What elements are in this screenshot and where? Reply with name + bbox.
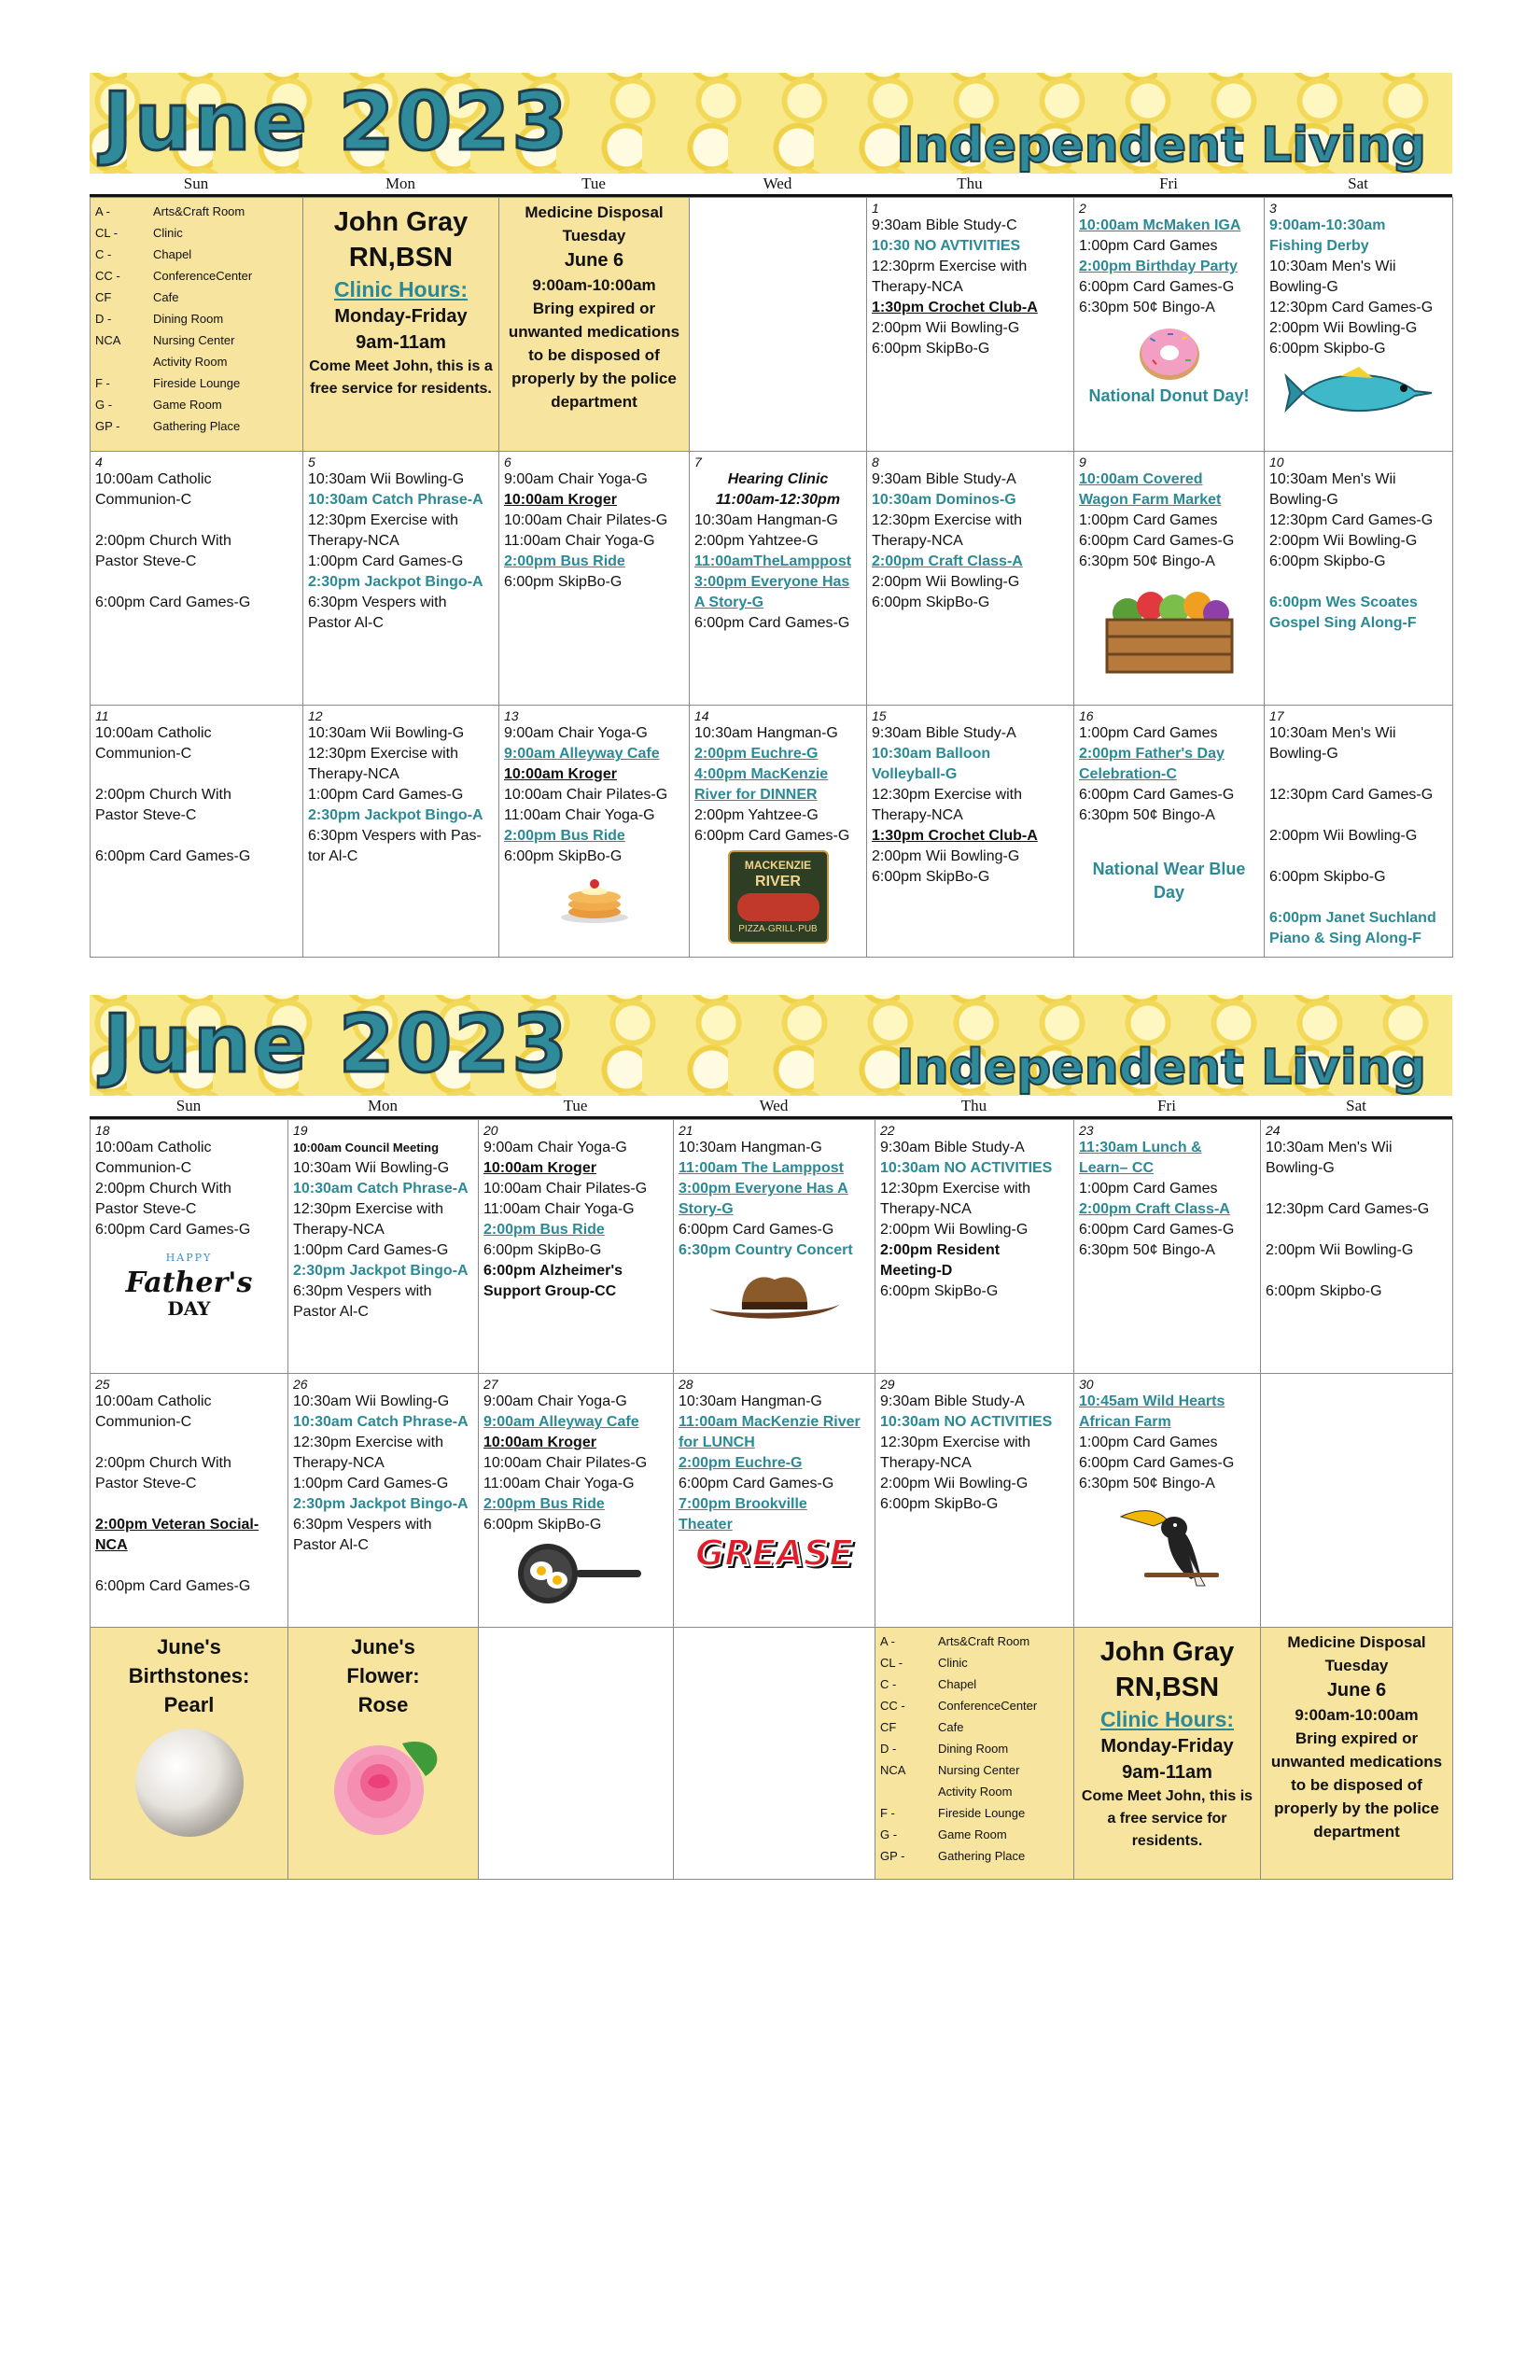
calendar-bottom	[90, 995, 1452, 1880]
day-cell-5: 5 10:30am Wii Bowling-G 10:30am Catch Phrase-A 12:30pm Exercise with Therapy-NCA 1:00pm Card Games-G 2:30pm Jackpot Bingo-A 6:30pm Vespers with Pastor Al-C	[303, 452, 499, 706]
weekday-header-2	[90, 1096, 1452, 1119]
pancake-icon	[557, 873, 632, 925]
day-wed: Wed	[763, 175, 792, 192]
day-mon-2: Mon	[367, 1097, 399, 1114]
rose-icon	[314, 1725, 454, 1841]
day-sat-2: Sat	[1346, 1097, 1366, 1114]
fish-icon	[1284, 365, 1434, 421]
day-fri: Fri	[1159, 175, 1178, 192]
day-cell-24: 24 10:30am Men's Wii Bowling-G 12:30pm Card Games-G 2:00pm Wii Bowling-G 6:00pm Skipbo-G	[1261, 1120, 1453, 1374]
day-cell-26: 26 10:30am Wii Bowling-G 10:30am Catch Phrase-A 12:30pm Exercise with Therapy-NCA 1:00pm Card Games-G 2:30pm Jackpot Bingo-A 6:30pm Vespers with Pastor Al-C	[288, 1374, 479, 1628]
day-cell-3: 3 9:00am-10:30am Fishing Derby 10:30am Men's Wii Bowling-G 12:30pm Card Games-G 2:00pm Wii Bowling-G 6:00pm Skipbo-G	[1265, 198, 1453, 452]
day-cell-28: 28 10:30am Hangman-G 11:00am MacKenzie River for LUNCH 2:00pm Euchre-G 6:00pm Card Games-G 7:00pm Brookville Theater GREASE	[674, 1374, 875, 1628]
day-cell-13: 13 9:00am Chair Yoga-G 9:00am Alleyway Cafe 10:00am Kroger 10:00am Chair Pilates-G 11:00am Chair Yoga-G 2:00pm Bus Ride 6:00pm SkipBo-G	[499, 706, 690, 958]
weekday-header	[90, 174, 1452, 197]
pearl-icon	[132, 1725, 247, 1841]
banner-subtitle-2: Independent Living	[896, 1040, 1426, 1096]
national-wear-blue-day: National Wear Blue Day	[1092, 860, 1246, 902]
day-cell-30: 30 10:45am Wild Hearts African Farm 1:00pm Card Games 6:00pm Card Games-G 6:30pm 50¢ Bingo-A	[1074, 1374, 1261, 1628]
banner-bottom	[90, 995, 1452, 1096]
day-cell-9: 9 10:00am Covered Wagon Farm Market 1:00pm Card Games 6:00pm Card Games-G 6:30pm 50¢ Bingo-A	[1074, 452, 1265, 706]
flower-cell: June's Flower: Rose	[288, 1628, 479, 1880]
day-cell-4: 4 10:00am Catholic Communion-C 2:00pm Church With Pastor Steve-C 6:00pm Card Games-G	[91, 452, 303, 706]
hornbill-bird-icon	[1116, 1500, 1219, 1589]
day-thu-2: Thu	[960, 1097, 987, 1114]
day-cell-29: 29 9:30am Bible Study-A 10:30am NO ACTIVITIES 12:30pm Exercise with Therapy-NCA 2:00pm Wii Bowling-G 6:00pm SkipBo-G	[875, 1374, 1074, 1628]
day-cell-8: 8 9:30am Bible Study-A 10:30am Dominos-G 12:30pm Exercise with Therapy-NCA 2:00pm Craft Class-A 2:00pm Wii Bowling-G 6:00pm SkipBo-G	[867, 452, 1074, 706]
donut-icon	[1137, 324, 1202, 382]
calendar-grid-top	[90, 197, 1453, 958]
day-fri-2: Fri	[1157, 1097, 1176, 1114]
day-cell-10: 10 10:30am Men's Wii Bowling-G 12:30pm Card Games-G 2:00pm Wii Bowling-G 6:00pm Skipbo-G 6:00pm Wes Scoates Gospel Sing Along-F	[1265, 452, 1453, 706]
banner-top	[90, 73, 1452, 174]
cowboy-hat-icon	[705, 1267, 845, 1332]
day-tue: Tue	[581, 175, 606, 192]
calendar-grid-bottom	[90, 1119, 1453, 1880]
day-cell-7: 7 Hearing Clinic 11:00am-12:30pm 10:30am Hangman-G 2:00pm Yahtzee-G 11:00amTheLamppost 3:00pm Everyone Has A Story-G 6:00pm Card Games-G	[690, 452, 867, 706]
national-donut-day: National Donut Day!	[1088, 386, 1250, 405]
vegetable-crate-icon	[1099, 578, 1239, 676]
day-cell-27: 27 9:00am Chair Yoga-G 9:00am Alleyway Cafe 10:00am Kroger 10:00am Chair Pilates-G 11:00am Chair Yoga-G 2:00pm Bus Ride 6:00pm SkipBo-G	[479, 1374, 674, 1628]
birthstone-cell: June's Birthstones: Pearl	[91, 1628, 288, 1880]
frying-pan-icon	[506, 1541, 646, 1606]
day-cell-11: 11 10:00am Catholic Communion-C 2:00pm Church With Pastor Steve-C 6:00pm Card Games-G	[91, 706, 303, 958]
day-cell-14: 14 10:30am Hangman-G 2:00pm Euchre-G 4:00pm MacKenzie River for DINNER 2:00pm Yahtzee-G 6:00pm Card Games-G MACKENZIE RIVER PIZZA·GRILL·PUB	[690, 706, 867, 958]
day-sun-2: Sun	[175, 1097, 202, 1114]
day-cell-12: 12 10:30am Wii Bowling-G 12:30pm Exercise with Therapy-NCA 1:00pm Card Games-G 2:30pm Jackpot Bingo-A 6:30pm Vespers with Pas- tor Al-C	[303, 706, 499, 958]
clinic-cell-2: John Gray RN,BSN Clinic Hours: Monday-Friday 9am-11am Come Meet John, this is a free service for residents.	[1074, 1628, 1261, 1880]
day-cell-15: 15 9:30am Bible Study-A 10:30am Balloon Volleyball-G 12:30pm Exercise with Therapy-NCA 1:30pm Crochet Club-A 2:00pm Wii Bowling-G 6:00pm SkipBo-G	[867, 706, 1074, 958]
day-cell-23: 23 11:30am Lunch & Learn– CC 1:00pm Card Games 2:00pm Craft Class-A 6:00pm Card Games-G 6:30pm 50¢ Bingo-A	[1074, 1120, 1261, 1374]
day-sat: Sat	[1348, 175, 1368, 192]
clinic-cell: John Gray RN,BSN Clinic Hours: Monday-Friday 9am-11am Come Meet John, this is a free service for residents.	[303, 198, 499, 452]
calendar-top	[90, 73, 1452, 958]
day-cell-16: 16 1:00pm Card Games 2:00pm Father's Day Celebration-C 6:00pm Card Games-G 6:30pm 50¢ Bingo-A National Wear Blue Day	[1074, 706, 1265, 958]
day-cell-6: 6 9:00am Chair Yoga-G 10:00am Kroger 10:00am Chair Pilates-G 11:00am Chair Yoga-G 2:00pm Bus Ride 6:00pm SkipBo-G	[499, 452, 690, 706]
day-thu: Thu	[957, 175, 983, 192]
mackenzie-river-logo: MACKENZIE RIVER PIZZA·GRILL·PUB	[728, 850, 829, 944]
empty-cell	[690, 198, 867, 452]
empty-cell-3	[479, 1628, 674, 1880]
day-tue-2: Tue	[563, 1097, 588, 1114]
day-cell-19: 19 10:00am Council Meeting 10:30am Wii Bowling-G 10:30am Catch Phrase-A 12:30pm Exercise with Therapy-NCA 1:00pm Card Games-G 2:30pm Jackpot Bingo-A 6:30pm Vespers with Pastor Al-C	[288, 1120, 479, 1374]
day-cell-20: 20 9:00am Chair Yoga-G 10:00am Kroger 10:00am Chair Pilates-G 11:00am Chair Yoga-G 2:00pm Bus Ride 6:00pm SkipBo-G 6:00pm Alzheimer's Support Group-CC	[479, 1120, 674, 1374]
fathers-day-art: HAPPY Father's DAY	[125, 1252, 253, 1320]
day-cell-22: 22 9:30am Bible Study-A 10:30am NO ACTIVITIES 12:30pm Exercise with Therapy-NCA 2:00pm Wii Bowling-G 2:00pm Resident Meeting-D 6:00pm SkipBo-G	[875, 1120, 1074, 1374]
day-cell-17: 17 10:30am Men's Wii Bowling-G 12:30pm Card Games-G 2:00pm Wii Bowling-G 6:00pm Skipbo-G 6:00pm Janet Suchland Piano & Sing Along-F	[1265, 706, 1453, 958]
day-cell-25: 25 10:00am Catholic Communion-C 2:00pm Church With Pastor Steve-C 2:00pm Veteran Social- NCA 6:00pm Card Games-G	[91, 1374, 288, 1628]
day-wed-2: Wed	[759, 1097, 789, 1114]
day-cell-21: 21 10:30am Hangman-G 11:00am The Lamppost 3:00pm Everyone Has A Story-G 6:00pm Card Games-G 6:30pm Country Concert	[674, 1120, 875, 1374]
day-sun: Sun	[183, 175, 209, 192]
legend-cell: A - Arts&Craft Room CL - Clinic C - Chapel CC - ConferenceCenter CF Cafe D - Dining Room NCA Nursing Center Activity Room F - Fireside Lounge G - Game Room GP - Gathering Place	[91, 198, 303, 452]
medicine-cell: Medicine Disposal Tuesday June 6 9:00am-10:00am Bring expired or unwanted medications to be disposed of properly by the police department	[499, 198, 690, 452]
banner-title: June 2023	[103, 76, 570, 169]
day-mon: Mon	[385, 175, 416, 192]
banner-title-2: June 2023	[103, 998, 570, 1091]
day-cell-18: 18 10:00am Catholic Communion-C 2:00pm Church With Pastor Steve-C 6:00pm Card Games-G HAPPY Father's DAY	[91, 1120, 288, 1374]
day-cell-1: 1 9:30am Bible Study-C 10:30 NO AVTIVITIES 12:30prm Exercise with Therapy-NCA 1:30pm Crochet Club-A 2:00pm Wii Bowling-G 6:00pm SkipBo-G	[867, 198, 1074, 452]
grease-logo: GREASE	[694, 1533, 854, 1574]
day-cell-2: 2 10:00am McMaken IGA 1:00pm Card Games 2:00pm Birthday Party 6:00pm Card Games-G 6:30pm 50¢ Bingo-A National Donut Day!	[1074, 198, 1265, 452]
medicine-cell-2: Medicine Disposal Tuesday June 6 9:00am-10:00am Bring expired or unwanted medications to be disposed of properly by the police department	[1261, 1628, 1453, 1880]
legend-cell-2: A - Arts&Craft Room CL - Clinic C - Chapel CC - ConferenceCenter CF Cafe D - Dining Room NCA Nursing Center Activity Room F - Fireside Lounge G - Game Room GP - Gathering Place	[875, 1628, 1074, 1880]
empty-cell-4	[674, 1628, 875, 1880]
empty-cell-2	[1261, 1374, 1453, 1628]
banner-subtitle: Independent Living	[896, 118, 1426, 174]
